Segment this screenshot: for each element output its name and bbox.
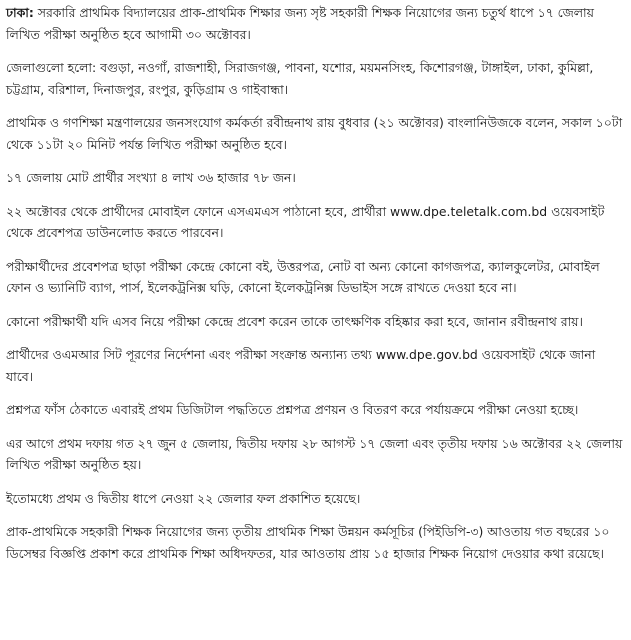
article-paragraph-10: এর আগে প্রথম দফায় গত ২৭ জুন ৫ জেলায়, দ্বিতীয় দফায় ২৮ আগস্ট ১৭ জেলা এবং তৃতীয় দফায় ১৬ অক্টোবর ২২ জেলায় লিখিত পরীক্ষা অনুষ্ঠিত হয়। — [6, 435, 623, 472]
article-paragraph-8: প্রার্থীদের ওএমআর সিট পূরণের নির্দেশনা এবং পরীক্ষা সংক্রান্ত অন্যান্য তথ্য www.dpe.gov.bd ওয়েবসাইট থেকে জানা যাবে। — [6, 347, 596, 384]
article-paragraph-12: প্রাক-প্রাথমিকে সহকারী শিক্ষক নিয়োগের জন্য তৃতীয় প্রাথমিক শিক্ষা উন্নয়ন কর্মসূচির (পিইডিপি-৩) আওতায় গত বছরের ১০ ডিসেম্বর বিজ্ঞপ্তি প্রকাশ করে প্রাথমিক শিক্ষা অধিদফতর, যার আওতায় প্রায় ১৫ হাজার শিক্ষক নিয়োগ দেওয়ার কথা রয়েছে। — [6, 524, 610, 561]
article-paragraph-4: ১৭ জেলায় মোট প্রার্থীর সংখ্যা ৪ লাখ ৩৬ হাজার ৭৮ জন। — [6, 170, 296, 185]
article-paragraph-2: জেলাগুলো হলো: বগুড়া, নওগাঁ, রাজশাহী, সিরাজগঞ্জ, পাবনা, যশোর, ময়মনসিংহ, কিশোরগঞ্জ, টাঙ্গাইল, ঢাকা, কুমিল্লা, চট্টগ্রাম, বরিশাল, দিনাজপুর, রংপুর, কুড়িগ্রাম ও গাইবান্ধা। — [6, 60, 594, 97]
paragraph-text: সরকারি প্রাথমিক বিদ্যালয়ের প্রাক-প্রাথমিক শিক্ষার জন্য সৃষ্ট সহকারী শিক্ষক নিয়োগের জন্য চতুর্থ ধাপে ১৭ জেলায় লিখিত পরীক্ষা অনুষ্ঠিত হবে আগামী ৩০ অক্টোবর। — [6, 5, 594, 42]
article-paragraph-9: প্রশ্নপত্র ফাঁস ঠেকাতে এবারই প্রথম ডিজিটাল পদ্ধতিতে প্রশ্নপত্র প্রণয়ন ও বিতরণ করে পর্যায়ক্রমে পরীক্ষা নেওয়া হচ্ছে। — [6, 402, 579, 417]
article-paragraph-1 — [6, 2, 623, 45]
article-paragraph-6: পরীক্ষার্থীদের প্রবেশপত্র ছাড়া পরীক্ষা কেন্দ্রে কোনো বই, উত্তরপত্র, নোট বা অন্য কোনো কাগজপত্র, ক্যালকুলেটর, মোবাইল ফোন ও ভ্যানিটি ব্যাগ, পার্স, ইলেকট্রনিক্স ঘড়ি, কোনো ইলেকট্রনিক্স ডিভাইস সঙ্গে রাখতে দেওয়া হবে না। — [6, 258, 600, 295]
article-paragraph-11: ইতোমধ্যে প্রথম ও দ্বিতীয় ধাপে নেওয়া ২২ জেলার ফল প্রকাশিত হয়েছে। — [6, 490, 361, 506]
article-paragraph-3: প্রাথমিক ও গণশিক্ষা মন্ত্রণালয়ের জনসংযোগ কর্মকর্তা রবীন্দ্রনাথ রায় বুধবার (২১ অক্টোবর) বাংলানিউজকে বলেন, সকাল ১০টা থেকে ১১টা ২০ মিনিট পর্যন্ত লিখিত পরীক্ষা অনুষ্ঠিত হবে। — [6, 115, 623, 152]
article-paragraph-7: কোনো পরীক্ষার্থী যদি এসব নিয়ে পরীক্ষা কেন্দ্রে প্রবেশ করেন তাকে তাৎক্ষণিক বহিষ্কার করা হবে, জানান রবীন্দ্রনাথ রায়। — [6, 313, 583, 329]
article-paragraph-5: ২২ অক্টোবর থেকে প্রার্থীদের মোবাইল ফোনে এসএমএস পাঠানো হবে, প্রার্থীরা www.dpe.teletalk.com.bd ওয়েবসাইট থেকে প্রবেশপত্র ডাউনলোড করতে পারবেন। — [6, 203, 605, 240]
dateline: ঢাকা: — [6, 5, 34, 20]
